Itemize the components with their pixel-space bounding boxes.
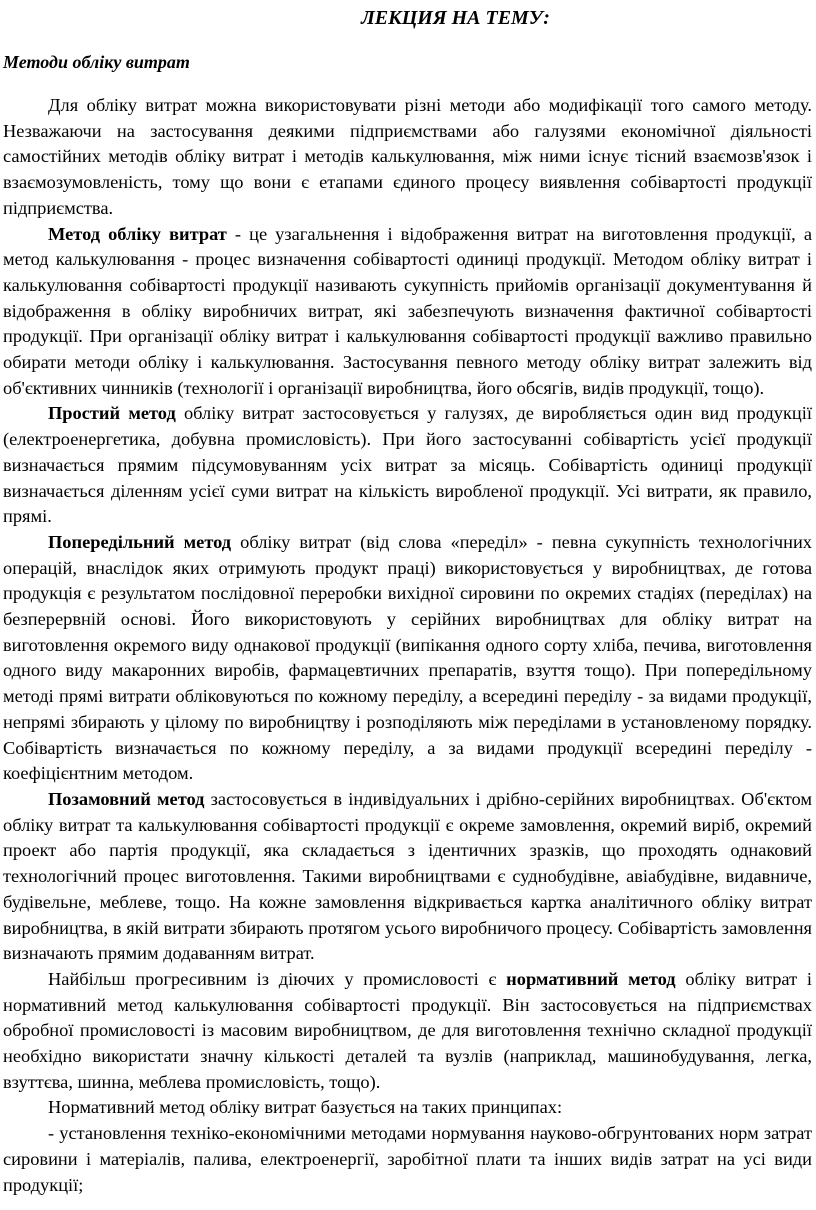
paragraph-text: обліку витрат (від слова «переділ» - певна сукупність технологічних операцій, внаслідок яких отримують продукт праці) використовується у виробництвах, де готова продукція є результатом послідовної переробки вихідної сировини по окремих стадіях (переділах) на безперервній основі. Його використовують у серійних виробництвах для обліку витрат на виготовлення окремого виду однакової продукції (випікання одного сорту хліба, печива, виготовлення одного виду макаронних виробів, фармацевтичних препаратів, взуття тощо). При попередільному методі прямі витрати обліковуються по кожному переділу, а всередині переділу - за видами продукції, непрямі збирають у цілому по виробництву і розподіляють між переділами в установленому порядку. Собівартість визначається по кожному переділу, а за видами продукції всередині переділу - коефіцієнтним методом. — [3, 531, 812, 784]
paragraph-principles-intro: Нормативний метод обліку витрат базується на таких принципах: — [48, 1097, 563, 1118]
term-cost-accounting-method: Метод обліку витрат — [48, 223, 227, 244]
term-standard-method: нормативний метод — [506, 968, 676, 989]
paragraph-cost-accounting-method — [3, 222, 812, 402]
paragraph-process-method — [3, 530, 812, 787]
document-body — [3, 93, 812, 1198]
paragraph-text: - це узагальнення і відображення витрат на виготовлення продукції, а метод калькулювання - процес визначення собівартості одиниці продукції. Методом обліку витрат і калькулювання собівартості продукції називають сукупність прийомів організації документування й відображення в обліку виробничих витрат, які забезпечують визначення фактичної собівартості продукції. При організації обліку витрат і калькулювання собівартості продукції важливо правильно обирати методи обліку і калькулювання. Застосування певного методу обліку витрат залежить від об'єктивних чинників (технології і організації виробництва, його обсягів, видів продукції, тощо). — [3, 223, 813, 398]
term-job-order-method: Позамовний метод — [48, 788, 205, 809]
list-item-principle: - установлення техніко-економічними методами нормування науково-обгрунтованих норм затрат сировини і матеріалів, палива, електроенергії, заробітної плати та інших видів затрат на усі види продукції; — [3, 1123, 812, 1195]
paragraph-simple-method — [3, 401, 812, 530]
lecture-title: ЛЕКЦИЯ НА ТЕМУ: — [361, 7, 550, 29]
paragraph-standard-method — [3, 967, 812, 1096]
paragraph-text: обліку витрат застосовується у галузях, де виробляється один вид продукції (електроенергетика, добувна промисловість). При його застосуванні собівартість усієї продукції визначається прямим підсумовуванням усіх витрат за місяць. Собівартість одиниці продукції визначається діленням усієї суми витрат на кількість виробленої продукції. Усі витрати, як правило, прямі. — [3, 403, 812, 527]
paragraph-job-order-method — [3, 787, 812, 967]
paragraph-text: застосовується в індивідуальних і дрібно-серійних виробництвах. Об'єктом обліку витрат та калькулювання собівартості продукції є окреме замовлення, окремий виріб, окремий проект або партія продукції, яка складається з ідентичних зразків, що проходять однаковий технологічний процес виготовлення. Такими виробництвами є суднобудівне, авіабудівне, видавниче, будівельне, меблеве, тощо. На кожне замовлення відкривається картка аналітичного обліку витрат виробництва, в якій витрати збирають протягом усього виробничого процесу. Собівартість замовлення визначають прямим додаванням витрат. — [3, 788, 812, 964]
term-process-method: Попередільний метод — [48, 531, 232, 552]
section-heading: Методи обліку витрат — [3, 52, 190, 72]
paragraph-text: обліку витрат і нормативний метод калькулювання собівартості продукції. Він застосовується на підприємствах обробної промисловості із масовим виробництвом, де для виготовлення технічно складної продукції необхідно використати значну кількості деталей та вузлів (наприклад, машинобудування, легка, взуттєва, шинна, меблева промисловість, тощо). — [3, 968, 812, 1092]
paragraph-intro: Для обліку витрат можна використовувати різні методи або модифікації того самого методу. Незважаючи на застосування деякими підприємствами або галузями економічної діяльності самостійних методів обліку витрат і методів калькулювання, між ними існує тісний взаємозв'язок і взаємозумовленість, тому що вони є етапами єдиного процесу виявлення собівартості продукції підприємства. — [3, 95, 812, 218]
paragraph-text: Найбільш прогресивним із діючих у промисловості є — [48, 968, 507, 989]
term-simple-method: Простий метод — [48, 403, 176, 424]
